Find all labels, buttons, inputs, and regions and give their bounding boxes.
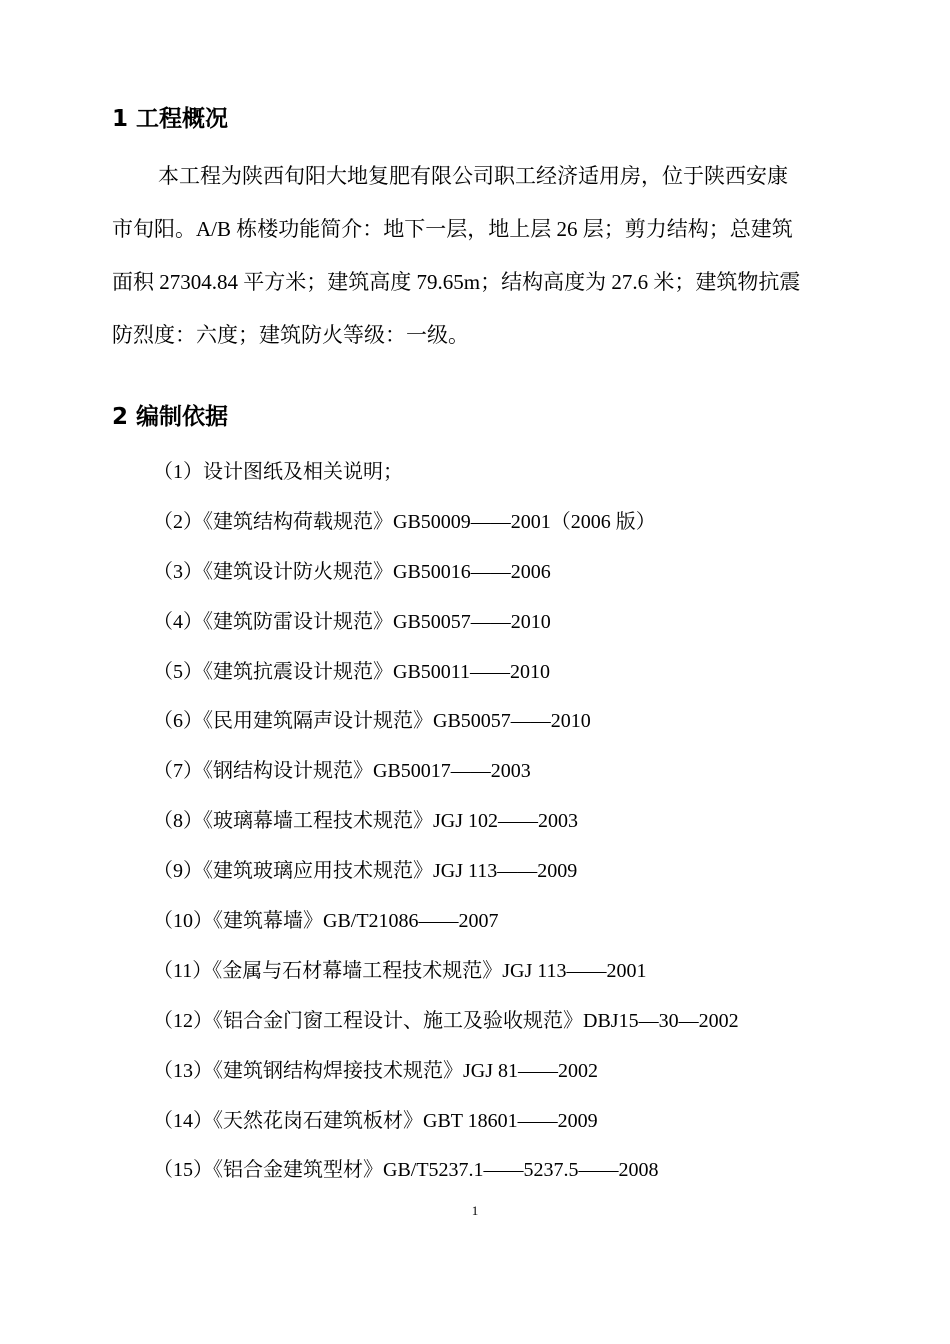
- reference-item: （15）《铝合金建筑型材》GB/T5237.1——5237.5——2008: [153, 1159, 659, 1182]
- reference-item: （11）《金属与石材幕墙工程技术规范》JGJ 113——2001: [153, 959, 647, 982]
- paragraph-line: 面积 27304.84 平方米；建筑高度 79.65m；结构高度为 27.6 米；建筑物抗震: [112, 270, 801, 294]
- reference-item: （2）《建筑结构荷载规范》GB50009——2001（2006 版）: [153, 510, 656, 533]
- section-heading-overview: 1 工程概况: [112, 106, 229, 132]
- reference-item: （10）《建筑幕墙》GB/T21086——2007: [153, 910, 499, 933]
- section-heading-basis: 2 编制依据: [112, 404, 229, 430]
- reference-item: （12）《铝合金门窗工程设计、施工及验收规范》DBJ15—30—2002: [153, 1009, 739, 1032]
- reference-item: （9）《建筑玻璃应用技术规范》JGJ 113——2009: [153, 860, 578, 883]
- paragraph-line: 市旬阳。A/B 栋楼功能简介：地下一层，地上层 26 层；剪力结构；总建筑: [112, 217, 793, 241]
- reference-item: （5）《建筑抗震设计规范》GB50011——2010: [153, 660, 551, 683]
- reference-list: [153, 448, 739, 1196]
- reference-item: （3）《建筑设计防火规范》GB50016——2006: [153, 560, 551, 583]
- reference-item: （1）设计图纸及相关说明；: [153, 461, 403, 483]
- page-number: 1: [471, 1203, 479, 1218]
- reference-item: （6）《民用建筑隔声设计规范》GB50057——2010: [153, 710, 591, 733]
- reference-item: （8）《玻璃幕墙工程技术规范》JGJ 102——2003: [153, 810, 579, 833]
- paragraph-line: 防烈度：六度；建筑防火等级：一级。: [112, 323, 469, 347]
- overview-paragraph: [112, 150, 844, 362]
- reference-item: （4）《建筑防雷设计规范》GB50057——2010: [153, 610, 551, 633]
- reference-item: （7）《钢结构设计规范》GB50017——2003: [153, 760, 531, 783]
- reference-item: （13）《建筑钢结构焊接技术规范》JGJ 81——2002: [153, 1059, 599, 1082]
- paragraph-line: 本工程为陕西旬阳大地复肥有限公司职工经济适用房，位于陕西安康: [158, 164, 788, 188]
- reference-item: （14）《天然花岗石建筑板材》GBT 18601——2009: [153, 1109, 598, 1132]
